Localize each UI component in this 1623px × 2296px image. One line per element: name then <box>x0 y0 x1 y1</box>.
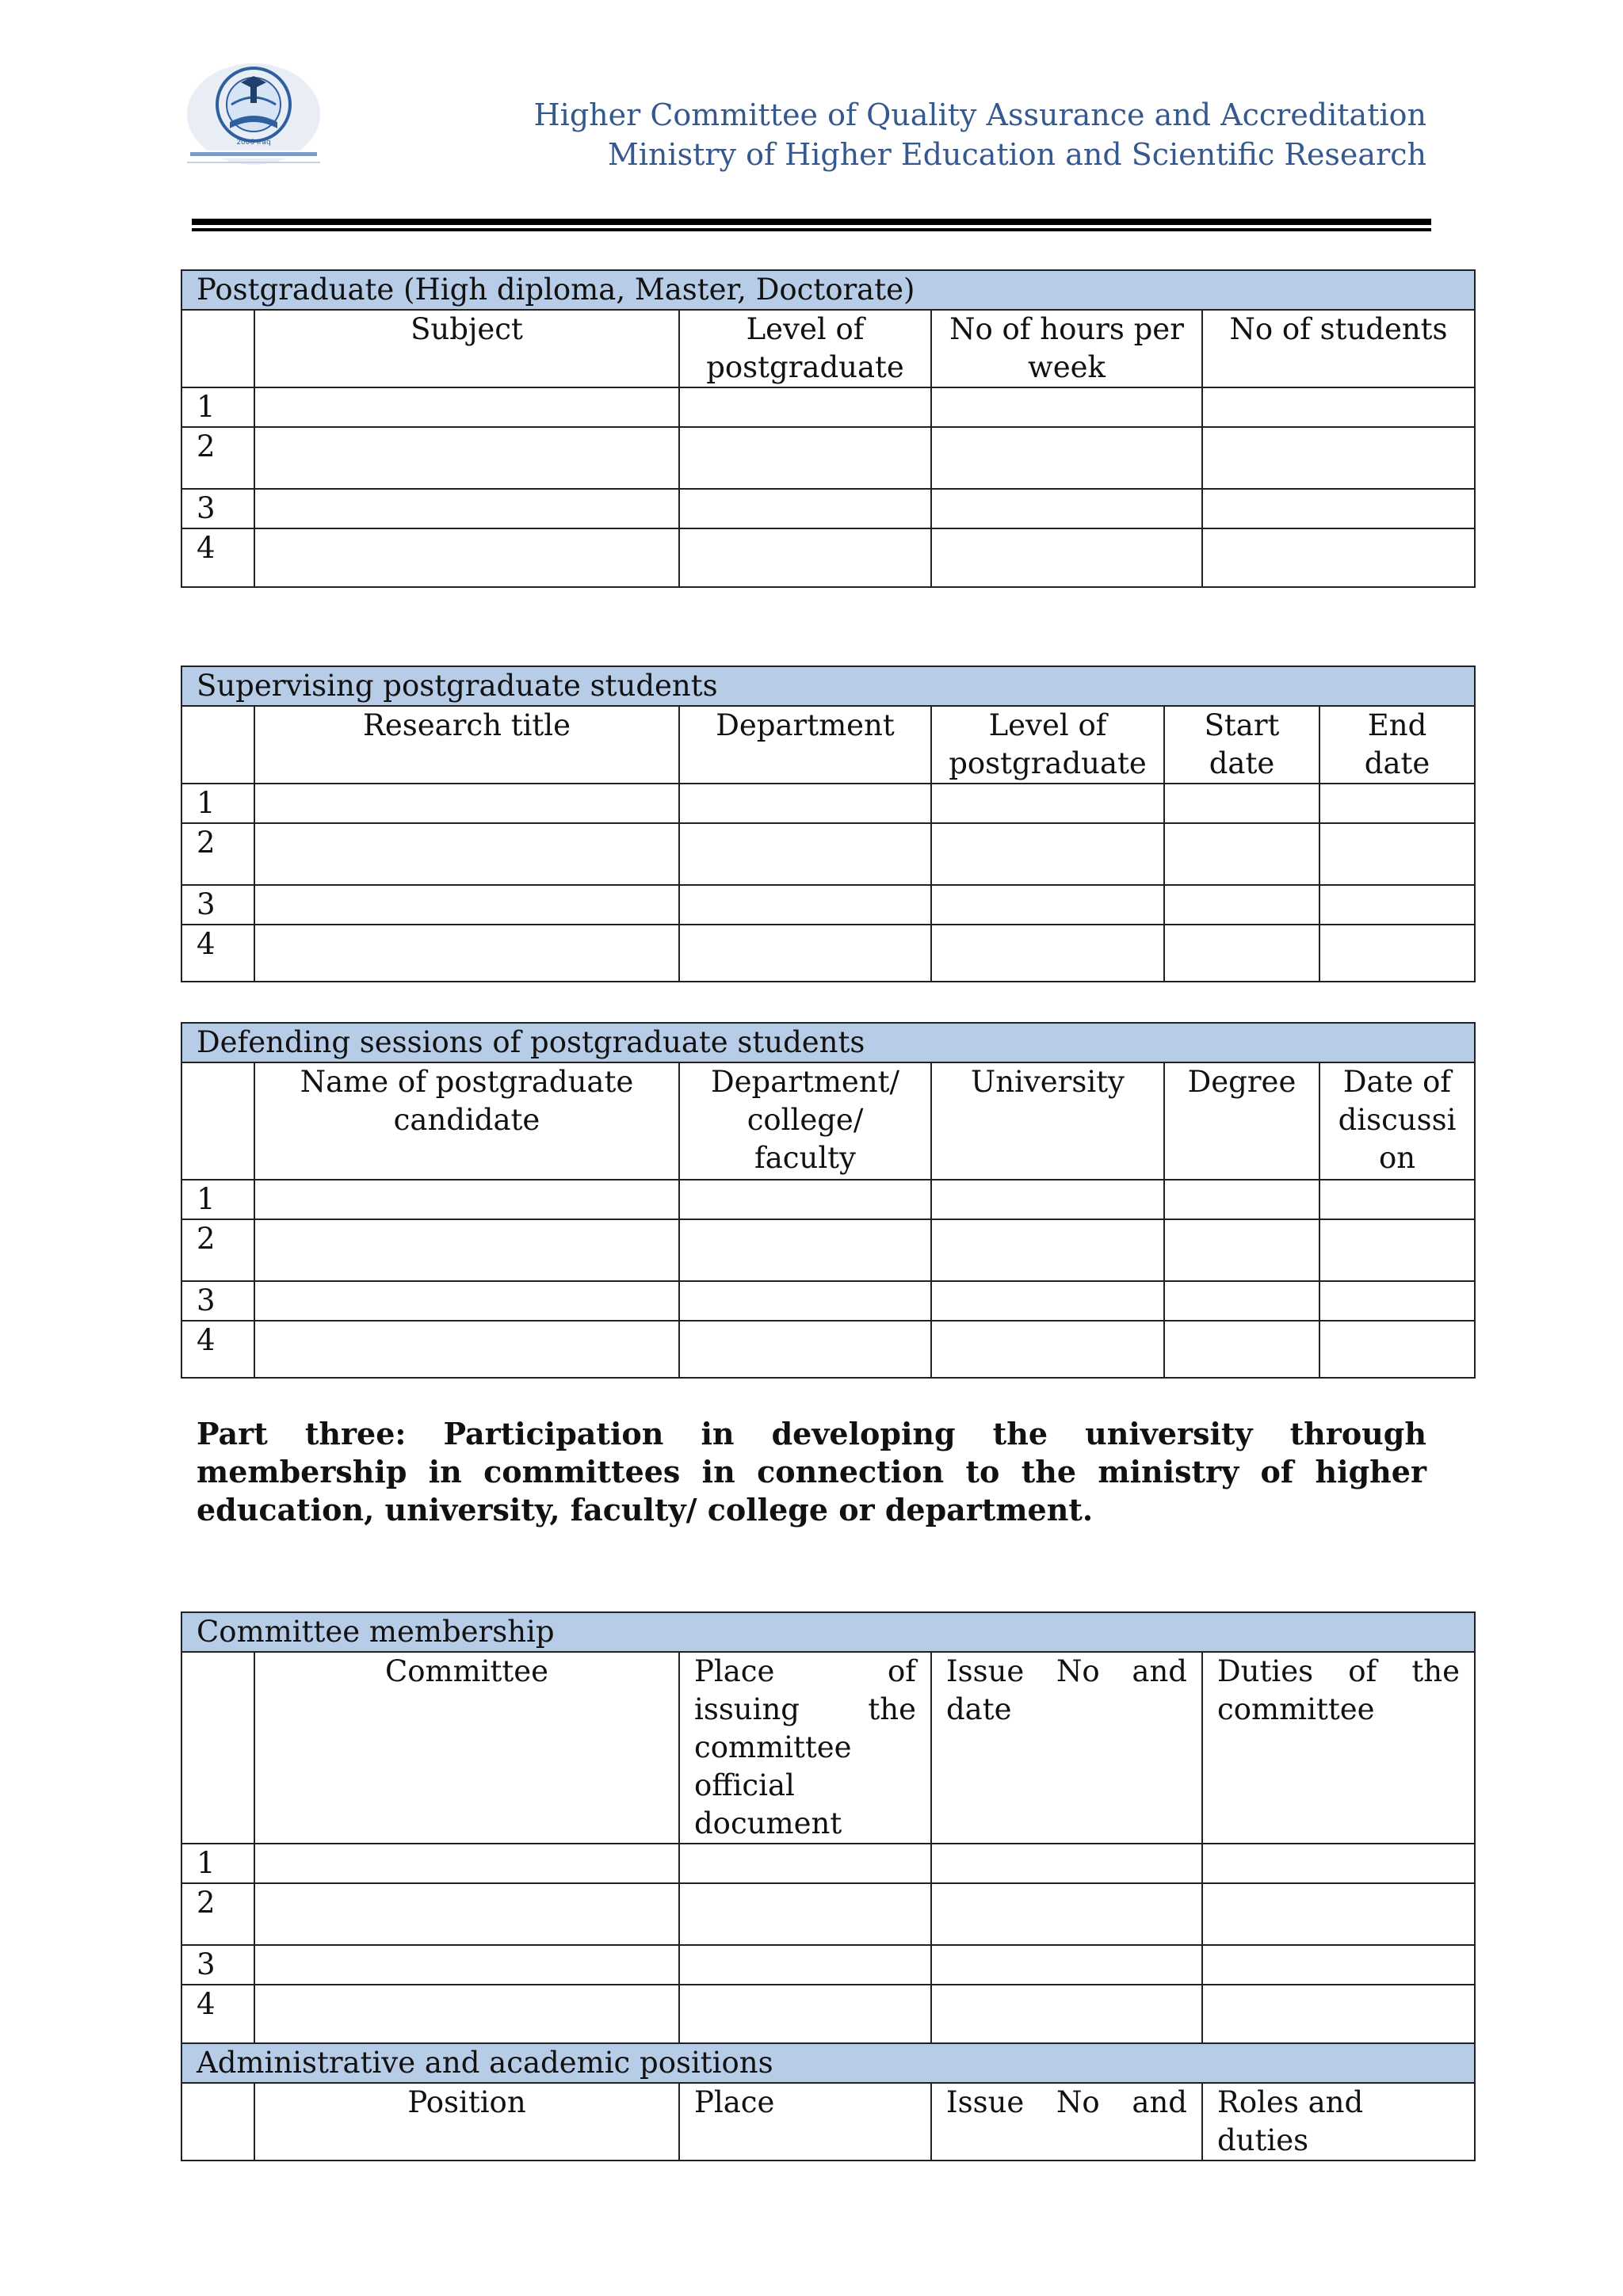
cell[interactable] <box>679 784 931 823</box>
column-header-department: Department <box>679 706 931 784</box>
row-number: 4 <box>181 1321 254 1378</box>
cell[interactable] <box>1319 1321 1475 1378</box>
column-header-degree: Degree <box>1164 1062 1319 1180</box>
column-header-place: Place of issuing the committee official document <box>679 1652 931 1844</box>
cell[interactable] <box>1202 387 1475 427</box>
committee-table <box>181 1611 1476 2161</box>
cell[interactable] <box>679 925 931 982</box>
institution-header <box>534 95 1426 174</box>
column-header-subject: Subject <box>254 310 679 387</box>
row-number: 4 <box>181 925 254 982</box>
cell[interactable] <box>931 528 1202 587</box>
cell[interactable] <box>679 489 931 528</box>
cell[interactable] <box>254 1945 679 1985</box>
column-header-issue: Issue No and <box>931 2083 1202 2161</box>
cell[interactable] <box>254 1219 679 1281</box>
row-number: 1 <box>181 1180 254 1219</box>
cell[interactable] <box>931 1219 1164 1281</box>
university-logo <box>184 59 323 166</box>
column-header-position: Position <box>254 2083 679 2161</box>
row-number: 1 <box>181 1844 254 1883</box>
cell[interactable] <box>679 1883 931 1945</box>
defending-table <box>181 1022 1476 1379</box>
cell[interactable] <box>254 489 679 528</box>
cell[interactable] <box>1202 1883 1475 1945</box>
part-three-heading: Part three: Participation in developing the university through membership in committees in connection to the ministry of higher education, university, faculty/ college or department. <box>197 1416 1426 1527</box>
cell[interactable] <box>679 885 931 925</box>
cell[interactable] <box>931 1180 1164 1219</box>
cell[interactable] <box>1319 784 1475 823</box>
column-header <box>181 310 254 387</box>
cell[interactable] <box>679 1219 931 1281</box>
cell[interactable] <box>1202 1945 1475 1985</box>
cell[interactable] <box>254 427 679 489</box>
positions-title: Administrative and academic positions <box>181 2043 1475 2083</box>
column-header-research-title: Research title <box>254 706 679 784</box>
cell[interactable] <box>679 427 931 489</box>
column-header-issue: Issue No and date <box>931 1652 1202 1844</box>
supervising-title: Supervising postgraduate students <box>181 666 1475 706</box>
svg-text:2006 Iraq: 2006 Iraq <box>236 139 271 147</box>
row-number: 1 <box>181 784 254 823</box>
cell[interactable] <box>254 1180 679 1219</box>
column-header-roles: Roles and duties <box>1202 2083 1475 2161</box>
cell[interactable] <box>1202 528 1475 587</box>
cell[interactable] <box>679 528 931 587</box>
cell[interactable] <box>254 1883 679 1945</box>
column-header-students: No of students <box>1202 310 1475 387</box>
row-number: 4 <box>181 1985 254 2043</box>
cell[interactable] <box>254 823 679 885</box>
row-number: 2 <box>181 823 254 885</box>
cell[interactable] <box>1319 925 1475 982</box>
cell[interactable] <box>1319 823 1475 885</box>
header-ministry-name: Ministry of Higher Education and Scientific Research <box>607 137 1426 172</box>
header-rule-thick <box>192 219 1431 225</box>
column-header-level: Level of postgraduate <box>931 706 1164 784</box>
cell[interactable] <box>1319 885 1475 925</box>
row-number: 3 <box>181 489 254 528</box>
column-header <box>181 706 254 784</box>
column-header <box>181 1062 254 1180</box>
cell[interactable] <box>679 1844 931 1883</box>
cell[interactable] <box>679 1985 931 2043</box>
cell[interactable] <box>1202 1844 1475 1883</box>
column-header-hours: No of hours per week <box>931 310 1202 387</box>
column-header <box>181 1652 254 1844</box>
row-number: 3 <box>181 885 254 925</box>
defending-title: Defending sessions of postgraduate students <box>181 1023 1475 1062</box>
column-header-university: University <box>931 1062 1164 1180</box>
row-number: 3 <box>181 1281 254 1321</box>
row-number: 4 <box>181 528 254 587</box>
cell[interactable] <box>254 1281 679 1321</box>
column-header-end-date: End date <box>1319 706 1475 784</box>
cell[interactable] <box>254 1985 679 2043</box>
cell[interactable] <box>1164 823 1319 885</box>
cell[interactable] <box>254 784 679 823</box>
cell[interactable] <box>931 489 1202 528</box>
postgraduate-title: Postgraduate (High diploma, Master, Doctorate) <box>181 270 1475 310</box>
row-number: 3 <box>181 1945 254 1985</box>
header-rule-thin <box>192 228 1431 231</box>
cell[interactable] <box>931 1883 1202 1945</box>
cell[interactable] <box>1202 489 1475 528</box>
cell[interactable] <box>1164 885 1319 925</box>
cell[interactable] <box>254 925 679 982</box>
cell[interactable] <box>1319 1180 1475 1219</box>
column-header-start-date: Start date <box>1164 706 1319 784</box>
cell[interactable] <box>931 784 1164 823</box>
row-number: 2 <box>181 427 254 489</box>
column-header-level: Level of postgraduate <box>679 310 931 387</box>
cell[interactable] <box>931 823 1164 885</box>
cell[interactable] <box>931 1844 1202 1883</box>
cell[interactable] <box>1164 1219 1319 1281</box>
cell[interactable] <box>1164 925 1319 982</box>
column-header-committee: Committee <box>254 1652 679 1844</box>
cell[interactable] <box>254 528 679 587</box>
cell[interactable] <box>931 925 1164 982</box>
cell[interactable] <box>931 1281 1164 1321</box>
cell[interactable] <box>1164 1321 1319 1378</box>
cell[interactable] <box>931 1321 1164 1378</box>
cell[interactable] <box>679 1180 931 1219</box>
cell[interactable] <box>679 823 931 885</box>
postgraduate-table <box>181 269 1476 588</box>
cell[interactable] <box>679 1321 931 1378</box>
cell[interactable] <box>931 1945 1202 1985</box>
cell[interactable] <box>1164 1281 1319 1321</box>
supervising-table <box>181 666 1476 982</box>
cell[interactable] <box>679 387 931 427</box>
cell[interactable] <box>679 1281 931 1321</box>
cell[interactable] <box>1202 1985 1475 2043</box>
committee-title: Committee membership <box>181 1612 1475 1652</box>
cell[interactable] <box>931 885 1164 925</box>
cell[interactable] <box>931 427 1202 489</box>
column-header-place: Place <box>679 2083 931 2161</box>
cell[interactable] <box>254 1321 679 1378</box>
cell[interactable] <box>1164 1180 1319 1219</box>
column-header-department: Department/ college/ faculty <box>679 1062 931 1180</box>
column-header <box>181 2083 254 2161</box>
header-committee-name: Higher Committee of Quality Assurance and Accreditation <box>533 97 1426 132</box>
row-number: 1 <box>181 387 254 427</box>
cell[interactable] <box>931 387 1202 427</box>
cell[interactable] <box>1319 1219 1475 1281</box>
cell[interactable] <box>679 1945 931 1985</box>
cell[interactable] <box>1164 784 1319 823</box>
column-header-duties: Duties of the committee <box>1202 1652 1475 1844</box>
cell[interactable] <box>1319 1281 1475 1321</box>
cell[interactable] <box>254 885 679 925</box>
cell[interactable] <box>931 1985 1202 2043</box>
column-header-discussion-date: Date of discussi on <box>1319 1062 1475 1180</box>
column-header-candidate: Name of postgraduate candidate <box>254 1062 679 1180</box>
row-number: 2 <box>181 1883 254 1945</box>
cell[interactable] <box>1202 427 1475 489</box>
cell[interactable] <box>254 387 679 427</box>
row-number: 2 <box>181 1219 254 1281</box>
cell[interactable] <box>254 1844 679 1883</box>
